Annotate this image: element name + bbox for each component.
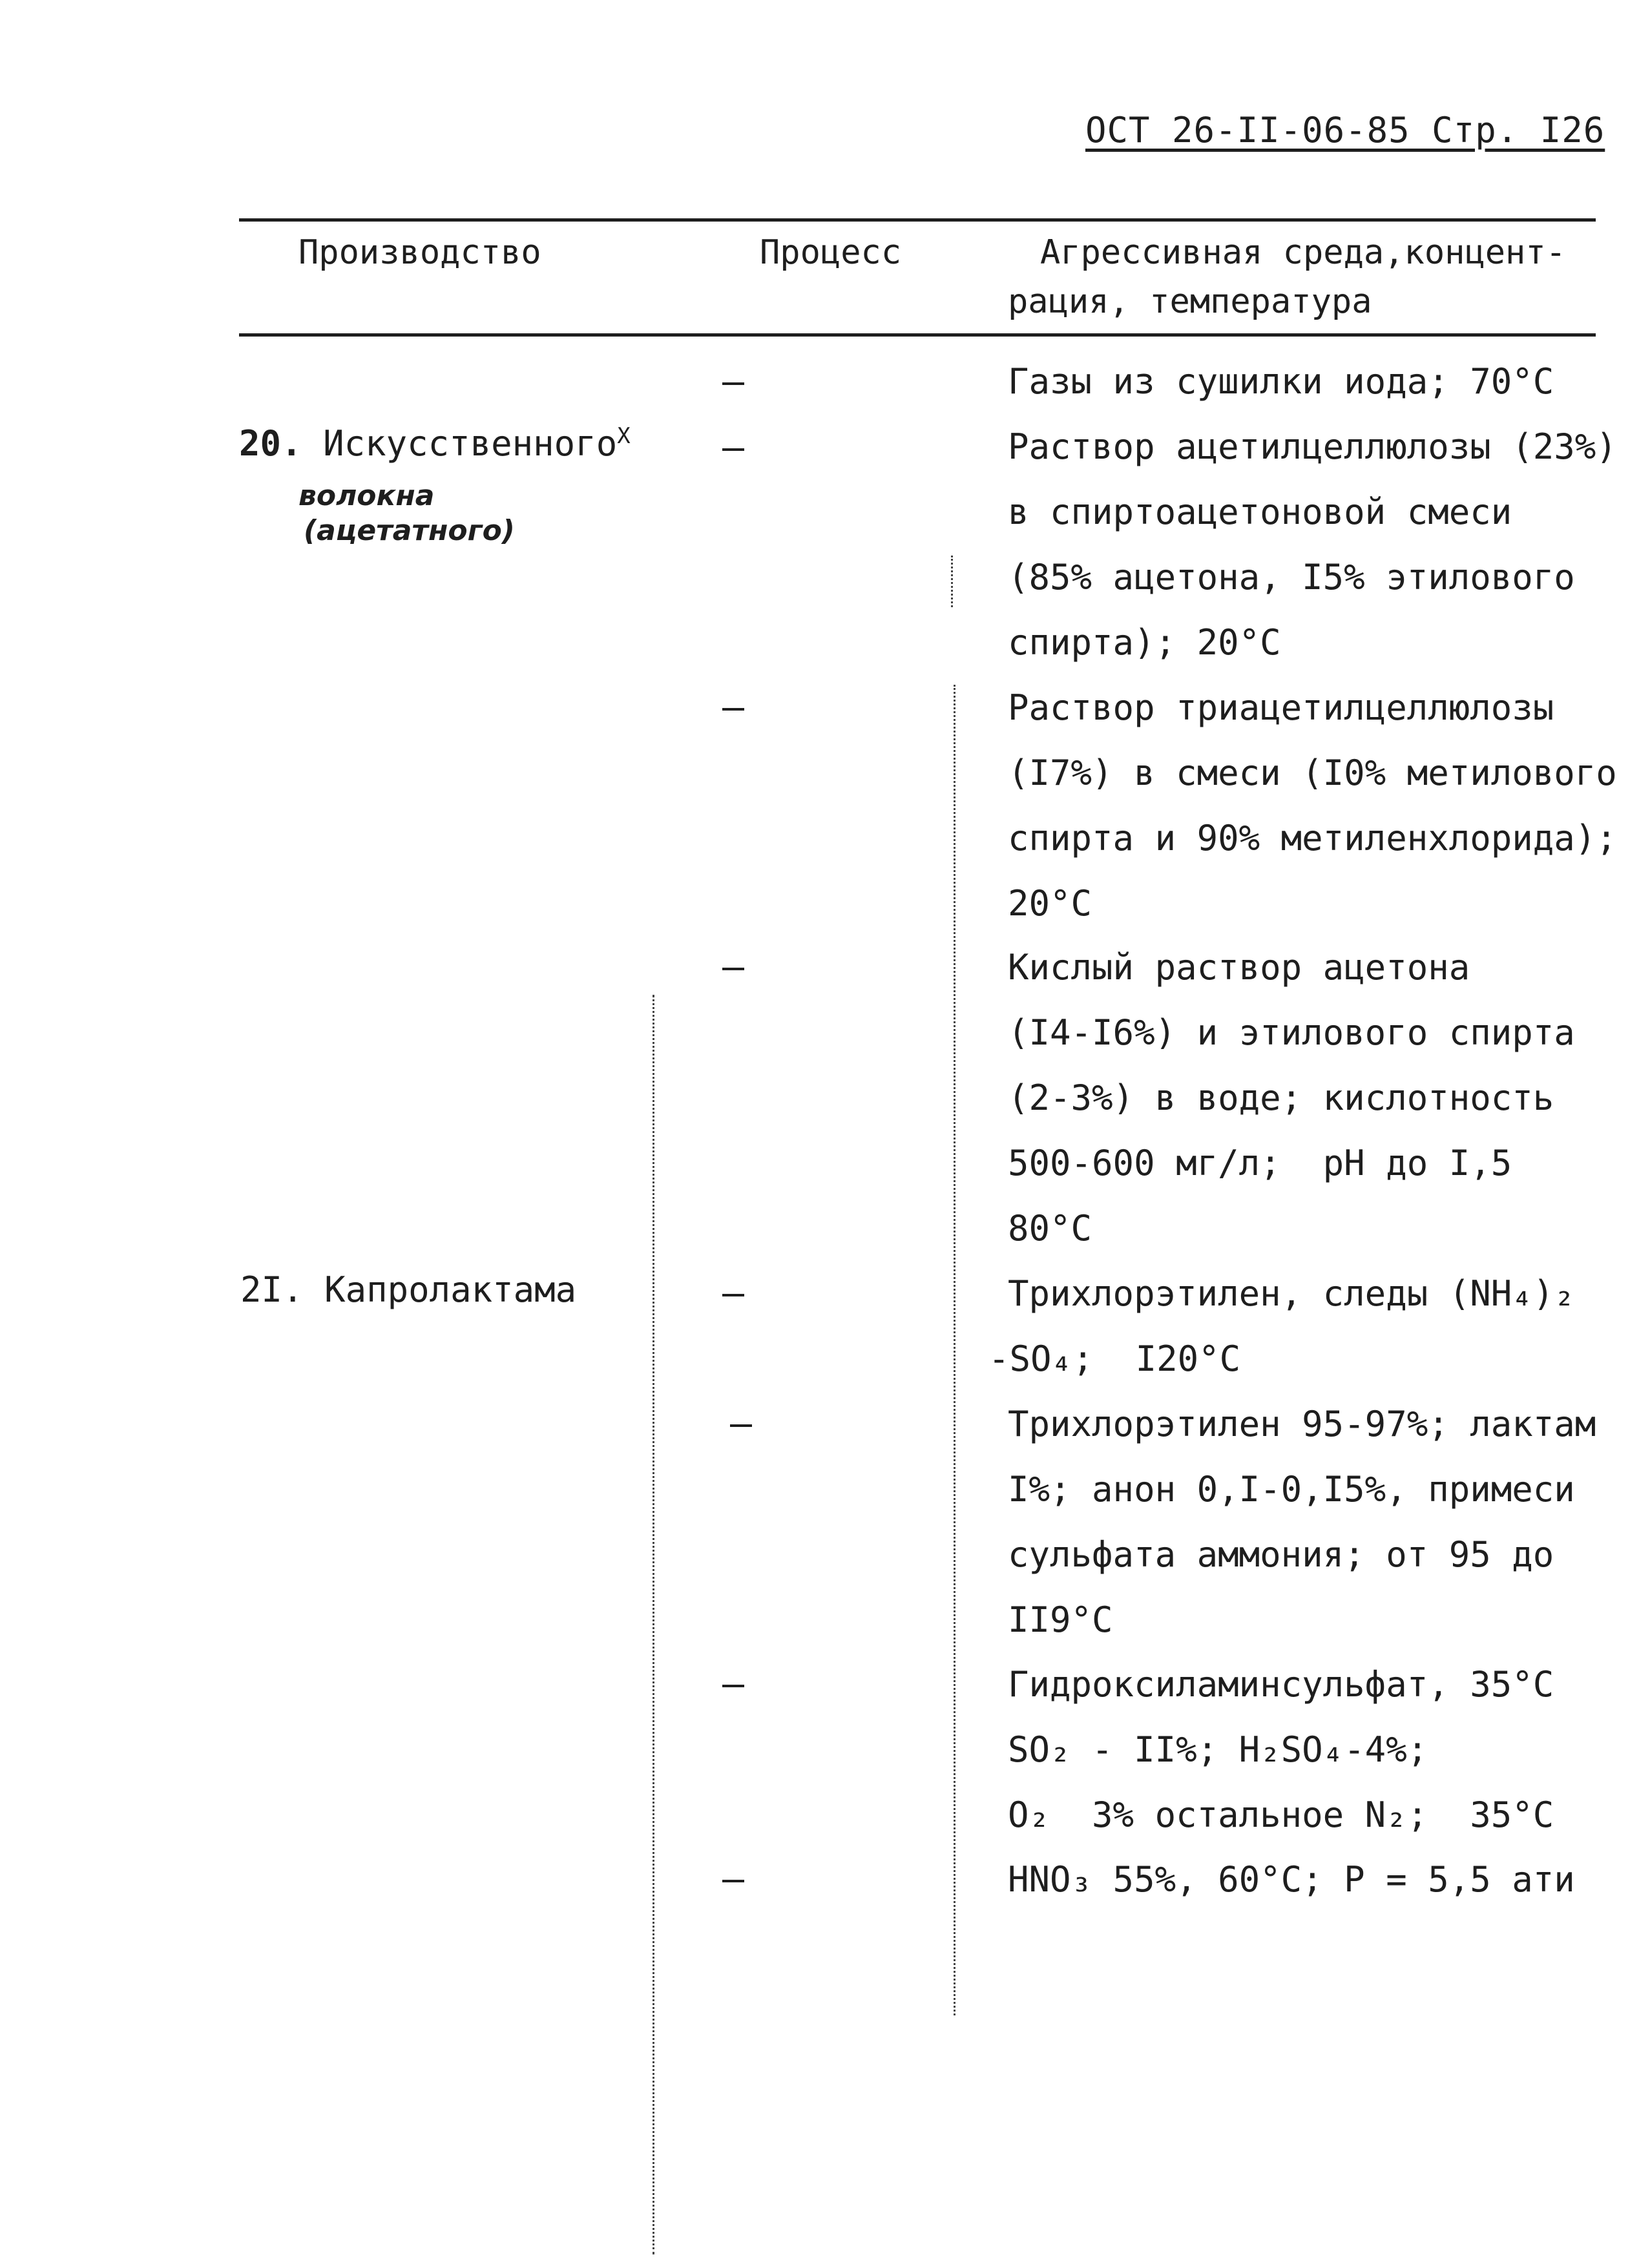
column-divider [954,685,956,2015]
handwritten-note-line1: волокна [298,479,435,512]
environment-entry [1008,414,1617,675]
environment-entry [1008,1391,1609,1652]
entry-line: II9°C [1008,1599,1113,1640]
entry-line: спирта и 90% метиленхлорида); [1008,818,1617,858]
environment-entry [1008,935,1609,1261]
process-dash [722,448,744,451]
entry-line: Трихлорэтилен 95-97%; лактам [1008,1404,1596,1444]
environment-entry [1008,1847,1609,1912]
footnote-mark: X [617,423,631,449]
entry-line: I%; анон 0,I-0,I5%, примеси [1008,1469,1575,1510]
entry-line: Гидроксиламинсульфат, 35°C [1008,1664,1554,1705]
production-20 [239,423,631,464]
column-header-production: Производство [298,233,541,272]
entry-line: 500-600 мг/л; pH до I,5 [1008,1143,1512,1183]
column-header-environment-line1: Агрессивная среда,концент- [1040,233,1566,272]
entry-line: (I4-I6%) и этилового спирта [1008,1012,1575,1053]
production-name: Капролактама [324,1269,577,1310]
process-dash [722,382,744,385]
table-header-rule [239,333,1596,337]
process-dash [722,968,744,970]
entry-line: O₂ 3% остальное N₂; 35°C [1008,1795,1554,1835]
handwritten-note-line2: (ацетатного) [304,514,515,547]
column-divider [951,556,953,607]
entry-line: (I7%) в смеси (I0% метилового [1008,753,1617,793]
entry-line: (85% ацетона, I5% этилового [1008,557,1575,598]
production-number: 2I. [240,1269,304,1310]
environment-entry [1008,675,1617,936]
entry-line: (2-3%) в воде; кислотность [1008,1077,1554,1118]
production-name: Искусственного [323,423,618,464]
production-21 [240,1269,576,1310]
entry-line: Трихлорэтилен, следы (NH₄)₂ [1008,1273,1575,1314]
environment-entry [1008,1652,1609,1847]
entry-line: SO₂ - II%; H₂SO₄-4%; [1008,1729,1428,1770]
entry-line: 80°C [1008,1208,1092,1249]
process-dash [722,1880,744,1882]
entry-line: сульфата аммония; от 95 до [1008,1534,1554,1575]
process-dash [722,708,744,711]
document-reference: ОСТ 26-II-06-85 Стр. I26 [1085,110,1605,151]
entry-line: 20°C [1008,883,1092,924]
process-dash [722,1294,744,1296]
column-header-environment-line2: рация, температура [1008,282,1372,321]
entry-line: HNO₃ 55%, 60°C; P = 5,5 ати [1008,1859,1575,1900]
entry-line: Раствор триацетилцеллюлозы [1008,687,1554,728]
environment-entry [988,1261,1589,1391]
process-dash [722,1685,744,1687]
entry-line: Кислый раствор ацетона [1008,947,1470,988]
environment-entry [1008,349,1609,414]
entry-line: Раствор ацетилцеллюлозы (23%) [1008,426,1617,467]
column-divider [653,995,654,2254]
entry-line: в спиртоацетоновой смеси [1008,492,1512,532]
production-number: 20. [239,423,302,464]
process-dash [730,1424,752,1427]
entry-line: спирта); 20°C [1008,622,1281,663]
table-top-rule [239,218,1596,222]
column-header-process: Процесс [760,233,902,272]
entry-line: Газы из сушилки иода; 70°C [1008,361,1554,402]
entry-line: -SO₄; I20°C [988,1338,1241,1379]
